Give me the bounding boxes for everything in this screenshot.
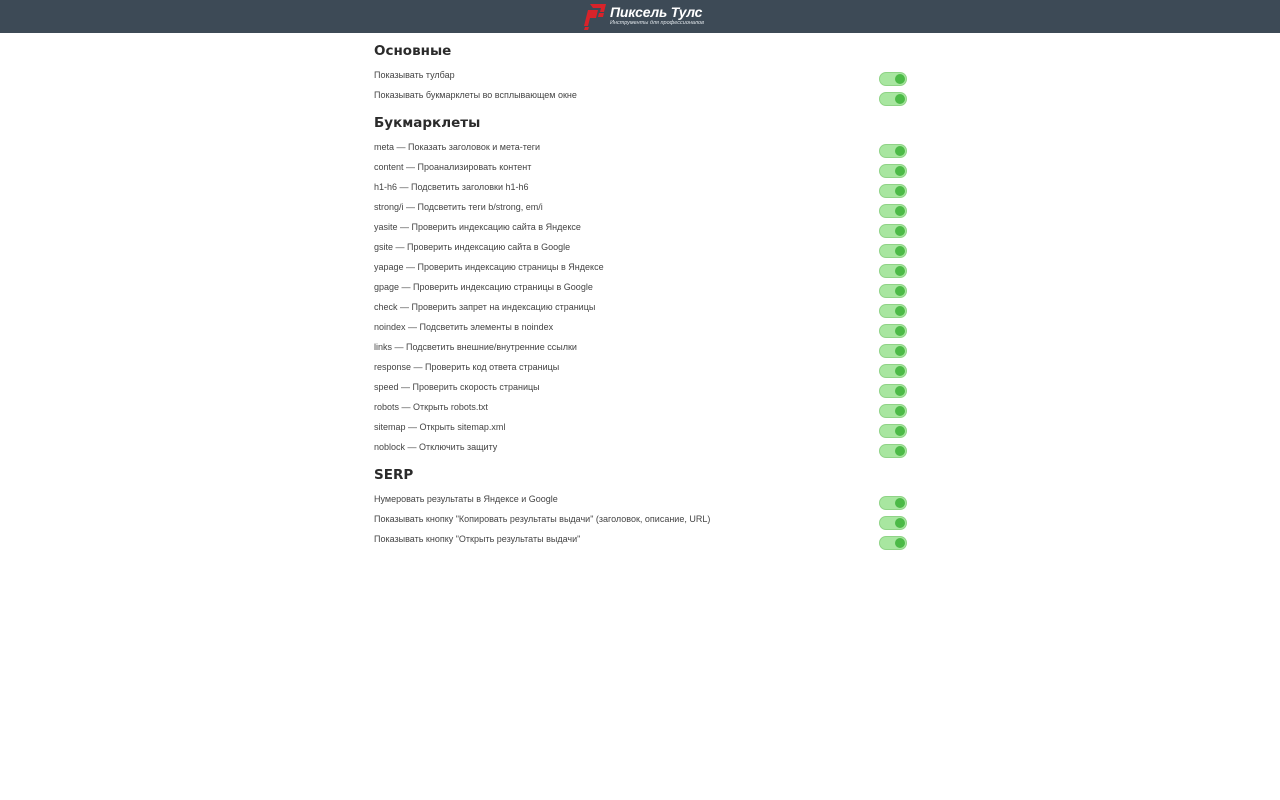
setting-row: [374, 399, 908, 419]
toggle-knob: [895, 426, 905, 436]
setting-label: h1-h6 — Подсветить заголовки h1-h6: [374, 182, 529, 192]
section-serp: [374, 465, 908, 551]
toggle-knob: [895, 366, 905, 376]
setting-label: noblock — Отключить защиту: [374, 442, 498, 452]
setting-label: links — Подсветить внешние/внутренние ссылки: [374, 342, 577, 352]
toggle-switch[interactable]: [879, 264, 907, 278]
toggle-switch[interactable]: [879, 344, 907, 358]
toggle-knob: [895, 386, 905, 396]
setting-label: speed — Проверить скорость страницы: [374, 382, 540, 392]
toggle-knob: [895, 306, 905, 316]
toggle-knob: [895, 226, 905, 236]
toggle-knob: [895, 166, 905, 176]
toggle-switch[interactable]: [879, 204, 907, 218]
toggle-switch[interactable]: [879, 424, 907, 438]
setting-row: [374, 259, 908, 279]
setting-row: [374, 419, 908, 439]
setting-row: [374, 67, 908, 87]
toggle-switch[interactable]: [879, 516, 907, 530]
setting-row: [374, 87, 908, 107]
setting-label: response — Проверить код ответа страницы: [374, 362, 560, 372]
setting-label: robots — Открыть robots.txt: [374, 402, 488, 412]
setting-label: meta — Показать заголовок и мета-теги: [374, 142, 541, 152]
toggle-switch[interactable]: [879, 164, 907, 178]
toggle-switch[interactable]: [879, 324, 907, 338]
toggle-knob: [895, 446, 905, 456]
toggle-switch[interactable]: [879, 364, 907, 378]
section-basic: [374, 41, 908, 107]
toggle-knob: [895, 94, 905, 104]
toggle-switch[interactable]: [879, 184, 907, 198]
toggle-knob: [895, 206, 905, 216]
section-title: SERP: [374, 467, 414, 483]
setting-row: [374, 139, 908, 159]
toggle-switch[interactable]: [879, 72, 907, 86]
toggle-switch[interactable]: [879, 244, 907, 258]
setting-row: [374, 319, 908, 339]
setting-label: content — Проанализировать контент: [374, 162, 532, 172]
setting-row: [374, 279, 908, 299]
settings-content: [374, 33, 908, 551]
toggle-knob: [895, 326, 905, 336]
setting-label: gsite — Проверить индексацию сайта в Google: [374, 242, 571, 252]
section-title: Букмарклеты: [374, 115, 481, 131]
setting-label: strong/i — Подсветить теги b/strong, em/i: [374, 202, 543, 212]
logo-text: [610, 4, 704, 27]
settings-list: [374, 67, 908, 107]
setting-row: [374, 299, 908, 319]
toggle-knob: [895, 286, 905, 296]
setting-row: [374, 359, 908, 379]
toggle-knob: [895, 74, 905, 84]
header-bar: [0, 0, 1280, 33]
toggle-knob: [895, 518, 905, 528]
setting-label: gpage — Проверить индексацию страницы в Google: [374, 282, 593, 292]
toggle-switch[interactable]: [879, 304, 907, 318]
toggle-knob: [895, 538, 905, 548]
toggle-switch[interactable]: [879, 144, 907, 158]
section-title: Основные: [374, 43, 452, 59]
logo-title: Пиксель Тулс: [610, 4, 703, 20]
setting-row: [374, 199, 908, 219]
setting-label: Показывать кнопку "Копировать результаты выдачи" (заголовок, описание, URL): [374, 514, 711, 524]
toggle-switch[interactable]: [879, 224, 907, 238]
setting-label: yasite — Проверить индексацию сайта в Яндексе: [374, 222, 581, 232]
setting-label: noindex — Подсветить элементы в noindex: [374, 322, 554, 332]
section-bookmarklets: [374, 113, 908, 459]
settings-list: [374, 491, 908, 551]
toggle-knob: [895, 498, 905, 508]
toggle-switch[interactable]: [879, 384, 907, 398]
setting-row: [374, 491, 908, 511]
toggle-switch[interactable]: [879, 444, 907, 458]
setting-row: [374, 439, 908, 459]
setting-row: [374, 511, 908, 531]
settings-list: [374, 139, 908, 459]
toggle-knob: [895, 346, 905, 356]
setting-row: [374, 219, 908, 239]
setting-label: Показывать тулбар: [374, 70, 455, 80]
setting-row: [374, 379, 908, 399]
setting-label: Нумеровать результаты в Яндексе и Google: [374, 494, 558, 504]
toggle-knob: [895, 406, 905, 416]
logo-subtitle: Инструменты для профессионалов: [610, 20, 704, 26]
toggle-switch[interactable]: [879, 536, 907, 550]
toggle-knob: [895, 146, 905, 156]
pixel-tools-logo-icon: [584, 4, 606, 30]
setting-row: [374, 339, 908, 359]
setting-label: sitemap — Открыть sitemap.xml: [374, 422, 506, 432]
logo[interactable]: [584, 4, 704, 30]
setting-label: Показывать кнопку "Открыть результаты выдачи": [374, 534, 581, 544]
toggle-knob: [895, 246, 905, 256]
setting-row: [374, 531, 908, 551]
toggle-knob: [895, 266, 905, 276]
toggle-switch[interactable]: [879, 496, 907, 510]
setting-label: Показывать букмарклеты во всплывающем окне: [374, 90, 577, 100]
toggle-switch[interactable]: [879, 284, 907, 298]
toggle-switch[interactable]: [879, 92, 907, 106]
setting-label: check — Проверить запрет на индексацию страницы: [374, 302, 596, 312]
toggle-knob: [895, 186, 905, 196]
setting-row: [374, 239, 908, 259]
toggle-switch[interactable]: [879, 404, 907, 418]
setting-row: [374, 159, 908, 179]
setting-label: yapage — Проверить индексацию страницы в Яндексе: [374, 262, 604, 272]
setting-row: [374, 179, 908, 199]
